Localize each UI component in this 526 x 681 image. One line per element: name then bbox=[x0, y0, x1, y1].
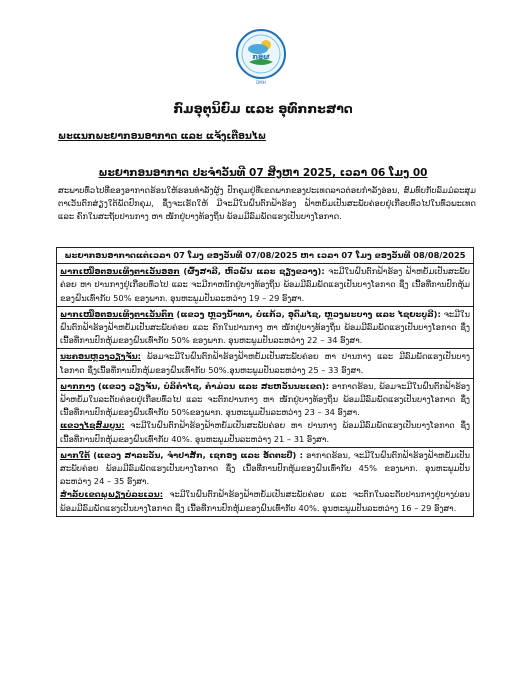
region-name: ພາກເໜືອຕອນເທິງຕາເວັນຕົກ bbox=[60, 308, 174, 319]
forecast-table bbox=[56, 247, 474, 517]
region-cell-vientiane-capital bbox=[57, 349, 474, 378]
intro-text: ສະພາບທົ່ວໄປທີ່ຂອງອາກາດຮ້ອນໃຫ້ຮອນທໍາລັງຜູ້ງ ປົກຄຸມຢູ່ທີ່ເຂດພາກຂອງປະເທດລາວຕ່ອຍກໍາລັງອ່ອນ, ສົມທົບກັບລົມມໍລະສຸມຕາເວັນຕົກສ່ຽງໃຕ້ພັດປົກຄຸມ, ຊຶ່ງຈະເຮັດໃຫ້ ມີຈະມີໃນຝົນຕົກຟ້າຮ້ອງ ຟ້າຫຍໍ້ມເປັນສະພັບຄ່ອຍຢູ່ເກືອບທົ່ວໄປໃນທົ່ວພະເທດ ແລະ ຄົກໃນສະຖັບປານກາງ ຫາ ໜັກຢູ່ບາງທ້ອງຖິ່ນ ພ້ອມມີລົມພັດແຮງເປັນບາງໂອກາດ. bbox=[58, 185, 476, 221]
region-cell-north-west bbox=[57, 306, 474, 349]
region-cell-north-east bbox=[57, 264, 474, 307]
table-row bbox=[57, 264, 474, 307]
region-provinces: (ແຂວງ ວຽງຈັນ, ບໍລິຄໍາໄຊ, ຄໍາມ່ວນ ແລະ ສະຫວັນນະເຂດ): bbox=[98, 380, 330, 391]
table-row bbox=[57, 378, 474, 447]
intro-paragraph bbox=[58, 184, 476, 223]
region-forecast: ຈະມີໃນຝົນຕົກຟ້າຮ້ອງຟ້າຫຍໍ້ມເປັນສະພັບຄ່ອຍ ແລະ ຄົກໃນປານກາງ ຫາ ໜັກຢູ່ບາງທ້ອງຖິ່ນ ພ້ອມມີລົມພັດແຮງເປັນບາງໂອກາດ ຊຶ່ງ ເນື້ອທີ່ການປົກຫຸ້ມຂອງຝົນເທົ່າກັບ 50% ຂອງພາກ. ອຸນຫະພູມປັນລະຫວ່າງ 22 – 34 ອົງສາ. bbox=[60, 308, 470, 346]
region-forecast: ອາກາດຮ້ອນ, ພ້ອມຈະມີໃນຝົນຕົກຟ້າຮ້ອງຟ້າຫຍໍ້ມໃນລະດັບຄ່ອຍຢູ່ເກືອບທົ່ວໄປ ແລະ ຈະຕົກປານກາງ ຫາ ໜັກຢູ່ບາງທ້ອງຖິ່ນ ພ້ອມມີລົມພັດແຮງເປັນບາງໂອກາດ ຊຶ່ງ ເນື້ອທີ່ການປົກຫຸ້ມຂອງຝົນເທົ່າກັບ 50%ຂອງພາກ. ອຸນຫະພູມປັນລະຫວ່າງ 23 – 34 ອົງສາ. bbox=[60, 380, 470, 418]
sub-region-forecast: ຈະມີໃນຝົນຕົກຟ້າຮ້ອງຟ້າຫຍໍ້ມເປັນສະພັບຄ່ອຍ ແລະ ຈະຕົກໃນລະດັບປານກາງຢູ່ບາງບ່ອນ ພ້ອມມີລົມພັດແຮງເປັນບາງໂອກາດ ຊຶ່ງ ເນື້ອທີ່ການປົກຫຸ້ມຂອງຝົນເທົ່າກັບ 40%. ອຸນຫະພູມປັນລະຫວ່າງ 16 – 29 ອົງສາ. bbox=[60, 489, 470, 513]
table-row bbox=[57, 349, 474, 378]
sub-region-forecast: ຈະມີໃນຝົນຕົກຟ້າຮ້ອງຟ້າຫຍໍ້ມເປັນສະພັບຄ່ອຍ ຫາ ປານກາງ ພ້ອມມີລົມພັດແຮງເປັນບາງໂອກາດ ຊຶ່ງ ເນື້ອທີ່ການປົກຫຸ້ມຂອງຝົນເທົ່າກັບ 40%. ອຸນຫະພູມປັນລະຫວ່າງ 21 – 31 ອົງສາ. bbox=[60, 420, 471, 444]
region-cell-central bbox=[57, 378, 474, 447]
region-name: ພາກໃຕ້ bbox=[60, 449, 91, 460]
region-forecast: ຈະມີໃນຝົນຕົກຟ້າຮ້ອງ ຟ້າຫຍໍ້ມເປັນສະພັບຄ່ອຍ ຫາ ປານກາງຢູ່ເກືອບທົ່ວໄປ ແລະ ຈະມີກາຫນັກຢູ່ບາງທ້ອງຖິ່ນ ພ້ອມມີລົມພັດແຮງເປັນບາງໂອກາດ ຊຶ່ງ ເນື້ອທີ່ການປົກຫຸ້ມຂອງຝົນເທົ່າກັບ 50% ຂອງພາກ. ອຸນຫະພູມປັນລະຫວ່າງ 19 – 29 ອົງສາ. bbox=[60, 266, 470, 303]
region-cell-south bbox=[57, 447, 474, 516]
logo-sub-text: DMH bbox=[256, 80, 266, 85]
sub-region-block bbox=[60, 488, 470, 514]
region-provinces: (ແຂວງ ສາລະວັນ, ຈໍາປາສັກ, ເຊກອງ ແລະ ອັດຕະປື) : bbox=[93, 449, 303, 460]
table-row bbox=[57, 306, 474, 349]
sub-region-name: ສໍາລັບເຂດພູພຽງບໍລະເວນ: bbox=[60, 489, 164, 500]
dmh-logo bbox=[235, 28, 287, 86]
bulletin-title: ພະຍາກອນອາກາດ ປະຈໍາວັນທີ 07 ສິງຫາ 2025, ເວລາ 06 ໂມງ 00 bbox=[98, 167, 428, 179]
sub-region-name: ແຂວງໄຊສົມບູນ: bbox=[60, 420, 125, 431]
region-name: ນະຄອນຫຼວງວຽງຈັນ: bbox=[60, 351, 141, 362]
ministry-title: ກົມອຸຕຸນິຍົມ ແລະ ອຸທົກກະສາດ bbox=[173, 101, 353, 116]
region-forecast: ພ້ອມຈະມີໃນຝົນຕົກຟ້າຮ້ອງຟ້າຫຍໍ້ມເປັນສະພັບຄ່ອຍ ຫາ ປານກາງ ແລະ ມີລົມພັດແຮງເປັນບາງໂອກາດ ຊຶ່ງເນື້ອທີ່ການປົກຫຸ້ມຂອງຝົນເທົ່າກັບ 50%.ອຸນຫະພູມປັນລະຫວ່າງ 25 – 33 ອົງສາ. bbox=[60, 351, 470, 375]
region-forecast: ອາກາດຮ້ອນ, ຈະມີໃນຝົນຕົກຟ້າຮ້ອງຟ້າຫຍໍ້ມເປັນສະພັບຄ່ອຍ ພ້ອມມີລົມພັດແຮງເປັນບາງໂອກາດ ຊຶ່ງ ເນື້ອທີ່ການປົກຫຸ້ມຂອງຝົນເທົ່າກັບ 45% ຂອງພາກ. ອຸນຫະພູມປັນລະຫວ່າງ 24 – 35 ອົງສາ. bbox=[60, 449, 471, 487]
region-provinces: (ແຂວງ ຫຼວງນໍ້າທາ, ບໍ່ແກ້ວ, ອຸດົມໄຊ, ຫຼວງພະບາງ ແລະ ໄຊຍະບູລີ): bbox=[176, 308, 441, 319]
region-provinces: (ຜົ້ງສາລີ, ຫົວພັນ ແລະ ຊຽງຂວາງ): bbox=[183, 266, 325, 277]
region-name: ພາກເໜືອຕອນເທິງຕາເວັນອອກ bbox=[60, 266, 180, 277]
table-row bbox=[57, 447, 474, 516]
region-name: ພາກກາງ bbox=[60, 380, 96, 391]
table-header: ພະຍາກອນອາກາດແຕ່ເວລາ 07 ໂມງ ຂອງວັນທີ 07/08/2025 ຫາ ເວລາ 07 ໂມງ ຂອງວັນທີ 08/08/2025 bbox=[57, 248, 474, 264]
logo-org-text: ກອຜ bbox=[252, 53, 270, 61]
sub-region-block bbox=[60, 419, 470, 445]
table-header-row bbox=[57, 248, 474, 264]
department-name: ພະແນກພະຍາກອນອາກາດ ແລະ ແຈ້ງເຕືອນໄພ bbox=[58, 131, 267, 142]
